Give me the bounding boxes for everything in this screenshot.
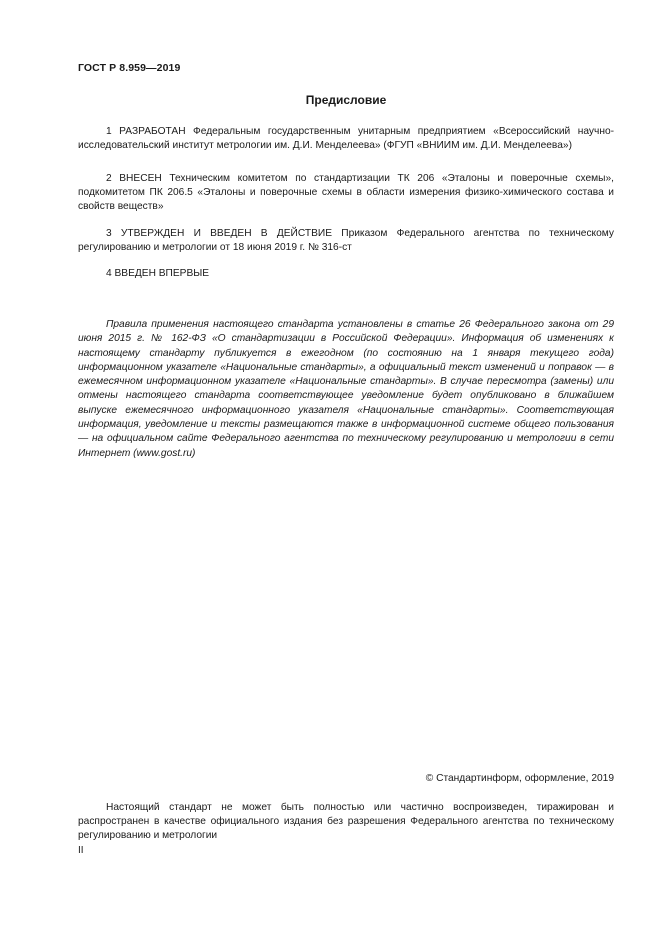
preface-item-3: 3 УТВЕРЖДЕН И ВВЕДЕН В ДЕЙСТВИЕ Приказом Федерального агентства по техническому регулированию и метрологии от 18 июня 2019 г. № 316-ст [78, 228, 614, 253]
page-title: Предисловие [305, 93, 387, 107]
page-number: II [78, 845, 84, 856]
legal-note: Правила применения настоящего стандарта установлены в статье 26 Федерального закона от 29 июня 2015 г. № 162-ФЗ «О стандартизации в Российской Федерации». Информация об изменениях к настоящему стандарту публикуется в ежегодном (по состоянию на 1 января текущего года) информационном указателе «Национальные стандарты», а официальный текст изменений и поправок — в ежемесячном информационном указателе «Национальные стандарты». В случае пересмотра (замены) или отмены настоящего стандарта соответствующее уведомление будет опубликовано в ближайшем выпуске ежемесячного информационного указателя «Национальные стандарты». Соответствующая информация, уведомление и тексты размещаются также в информационной системе общего пользования — на официальном сайте Федерального агентства по техническому регулированию и метрологии в сети Интернет (www.gost.ru) [78, 319, 614, 459]
reproduction-notice: Настоящий стандарт не может быть полностью или частично воспроизведен, тиражирован и распространен в качестве официального издания без разрешения Федерального агентства по техническому регулированию и метрологии [78, 802, 614, 841]
preface-item-1: 1 РАЗРАБОТАН Федеральным государственным унитарным предприятием «Всероссийский научно-исследовательский институт метрологии им. Д.И. Менделеева» (ФГУП «ВНИИМ им. Д.И. Менделеева») [78, 126, 614, 151]
preface-item-4: 4 ВВЕДЕН ВПЕРВЫЕ [106, 268, 210, 279]
copyright-line: © Стандартинформ, оформление, 2019 [425, 773, 614, 784]
preface-item-2: 2 ВНЕСЕН Техническим комитетом по стандартизации ТК 206 «Эталоны и поверочные схемы», подкомитетом ПК 206.5 «Эталоны и поверочные схемы в области измерения физико-химического состава и свойств веществ» [78, 173, 614, 212]
doc-code-header: ГОСТ Р 8.959—2019 [78, 62, 181, 74]
